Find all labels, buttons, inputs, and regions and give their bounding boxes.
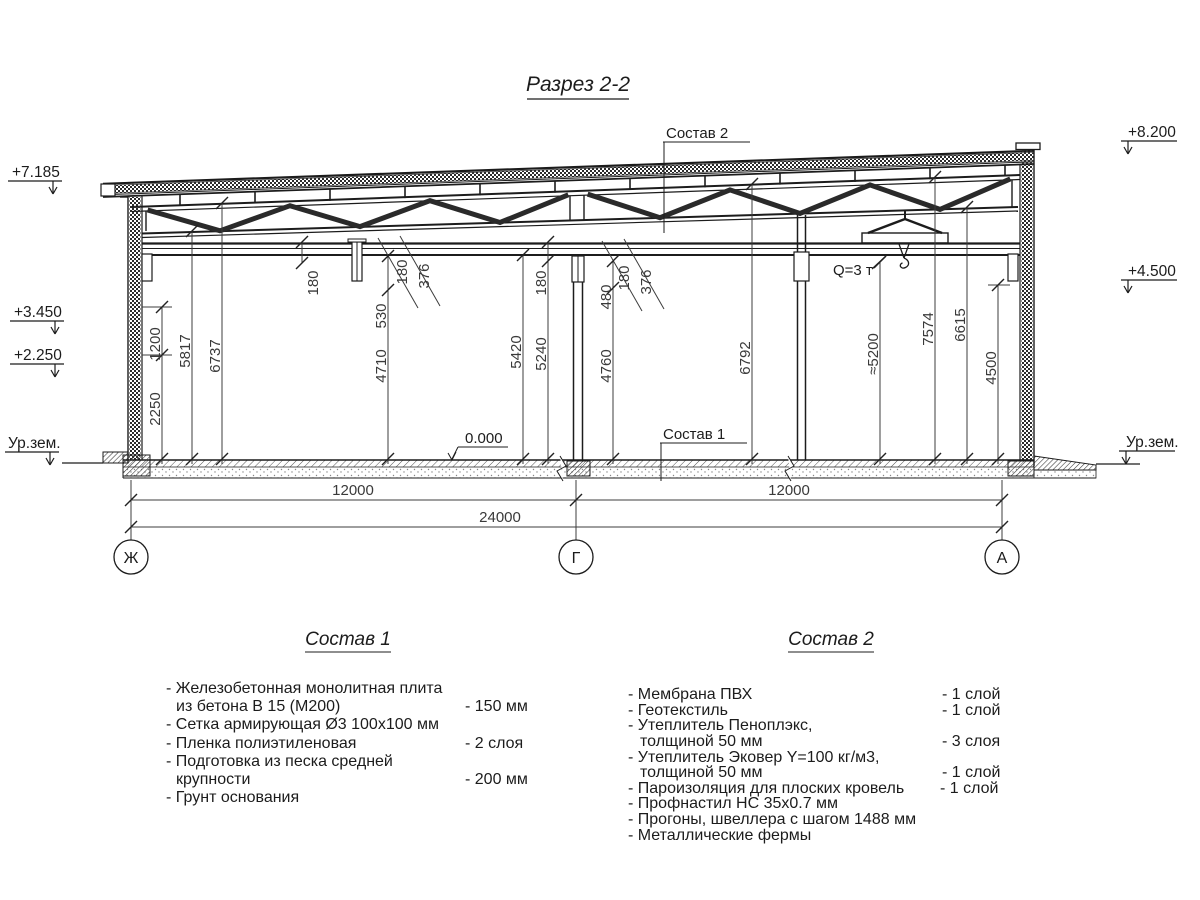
ramp-base (1034, 470, 1096, 478)
sostav2-title: Состав 2 (788, 629, 874, 650)
dim-480: 480 (598, 284, 615, 310)
sostav1-block (166, 629, 528, 806)
axis-markers (114, 540, 1019, 574)
sostav2-row: - Утеплитель Пеноплэкс, (628, 717, 813, 734)
dim-total: 24000 (479, 509, 521, 526)
elevation-value: Ур.зем. (1126, 434, 1179, 451)
sostav1-row: - Пленка полиэтиленовая (166, 735, 357, 752)
roof-insulation-band (103, 153, 1034, 194)
sostav2-value: - 3 слоя (942, 733, 1001, 750)
drawing-title: Разрез 2-2 (525, 73, 631, 96)
runway-beam (142, 244, 1020, 256)
sostav1-value: - 150 мм (465, 698, 528, 715)
sostav1-title: Состав 1 (305, 629, 391, 650)
sostav1-row: - Подготовка из песка средней (166, 753, 393, 770)
crane-hook (899, 244, 909, 268)
sostav1-value: - 200 мм (465, 771, 528, 788)
left-plinth (103, 452, 128, 463)
sostav2-row: толщиной 50 мм (640, 764, 763, 781)
sostav1-row: крупности (176, 771, 251, 788)
axis-label-zh: Ж (123, 550, 139, 567)
dim-180-mid: 180 (533, 270, 550, 296)
elevation-value: +3.450 (14, 304, 62, 321)
left-wall-bracket (142, 254, 152, 281)
elevation-value: +8.200 (1128, 124, 1176, 141)
dim-4760: 4760 (598, 349, 615, 383)
dim-6792: 6792 (737, 341, 754, 375)
elevation-left-2250 (10, 347, 64, 377)
axis-label-g: Г (571, 550, 581, 567)
axis-label-a: А (996, 550, 1008, 567)
elevation-left-ground (5, 435, 61, 465)
sostav2-value: - 1 слой (942, 702, 1001, 719)
dim-6737: 6737 (207, 339, 224, 373)
callout-sostav1-label: Состав 1 (663, 426, 726, 443)
dim-4710: 4710 (373, 349, 390, 383)
dim-span-left: 12000 (332, 482, 374, 499)
dim-span-right: 12000 (768, 482, 810, 499)
dim-376-left-leader: 376 (416, 263, 433, 289)
dim-5420: 5420 (508, 335, 525, 369)
intermediate-column-bracket (794, 252, 809, 281)
sostav1-row: - Грунт основания (166, 789, 300, 806)
elevation-right-ground (1119, 434, 1179, 464)
dim-6615: 6615 (952, 308, 969, 342)
foundation-right (1008, 461, 1034, 476)
foundation-middle (567, 461, 590, 476)
crane-leader-tick (872, 256, 886, 269)
sostav2-row: толщиной 50 мм (640, 733, 763, 750)
elevation-left-3450 (10, 304, 64, 334)
sostav1-row: из бетона В 15 (М200) (176, 698, 341, 715)
sostav2-block (628, 629, 1000, 844)
left-wall (120, 196, 142, 463)
dim-1200: 1200 (147, 327, 164, 361)
dim-180-left: 180 (305, 270, 322, 296)
sostav2-value: - 1 слой (940, 780, 999, 797)
sostav1-row: - Железобетонная монолитная плита (166, 680, 443, 697)
dim-5817: 5817 (177, 334, 194, 368)
dim-180-mid-leader: 180 (616, 265, 633, 291)
elevation-value: Ур.зем. (8, 435, 61, 452)
elevation-left-7185 (8, 164, 62, 194)
zero-level-label: 0.000 (465, 430, 503, 447)
crane-capacity-label: Q=3 т (833, 262, 873, 279)
elevation-right-4500 (1121, 263, 1177, 293)
sostav1-value: - 2 слоя (465, 735, 524, 752)
sostav2-value: - 1 слой (942, 686, 1001, 703)
left-wall-panel (130, 197, 141, 460)
elevation-value: +2.250 (14, 347, 62, 364)
sostav1-row: - Сетка армирующая Ø3 100x100 мм (166, 716, 439, 733)
dim-2250: 2250 (147, 392, 164, 426)
sostav2-row: - Мембрана ПВХ (628, 686, 753, 703)
dimensions-horizontal (125, 480, 1008, 540)
dim-376-mid-leader: 376 (638, 269, 655, 295)
entrance-ramp (1034, 456, 1096, 470)
sostav2-row: - Металлические фермы (628, 827, 812, 844)
dim-5200: ≈5200 (865, 333, 882, 375)
parapet-cap (1016, 143, 1040, 150)
roof-assembly (101, 151, 1034, 197)
dim-7574: 7574 (920, 312, 937, 346)
dim-180-left-leader: 180 (394, 259, 411, 285)
right-wall-panel (1022, 150, 1033, 460)
crane-capacity (833, 256, 886, 279)
right-wall (1016, 143, 1040, 466)
roof-overhang-fascia (101, 184, 115, 196)
sostav2-row: - Профнастил НС 35x0.7 мм (628, 795, 839, 812)
sostav2-row: - Геотекстиль (628, 702, 728, 719)
sostav2-row: - Пароизоляция для плоских кровель (628, 780, 905, 797)
zero-level-mark (448, 430, 508, 460)
elevation-value: +4.500 (1128, 263, 1176, 280)
dim-5240: 5240 (533, 337, 550, 371)
hanging-post-cap (348, 239, 366, 242)
callout-sostav2-label: Состав 2 (666, 125, 729, 142)
sostav2-row: - Прогоны, швеллера с шагом 1488 мм (628, 811, 917, 828)
columns (142, 215, 1018, 460)
right-wall-bracket (1008, 254, 1018, 281)
elevation-right-8200 (1121, 124, 1177, 154)
dim-4500: 4500 (983, 351, 1000, 385)
elevation-value: +7.185 (12, 164, 60, 181)
building-section (62, 143, 1140, 481)
sostav2-value: - 1 слой (942, 764, 1001, 781)
sostav2-row: - Утеплитель Эковер Y=100 кг/м3, (628, 749, 880, 766)
dim-530: 530 (373, 303, 390, 329)
